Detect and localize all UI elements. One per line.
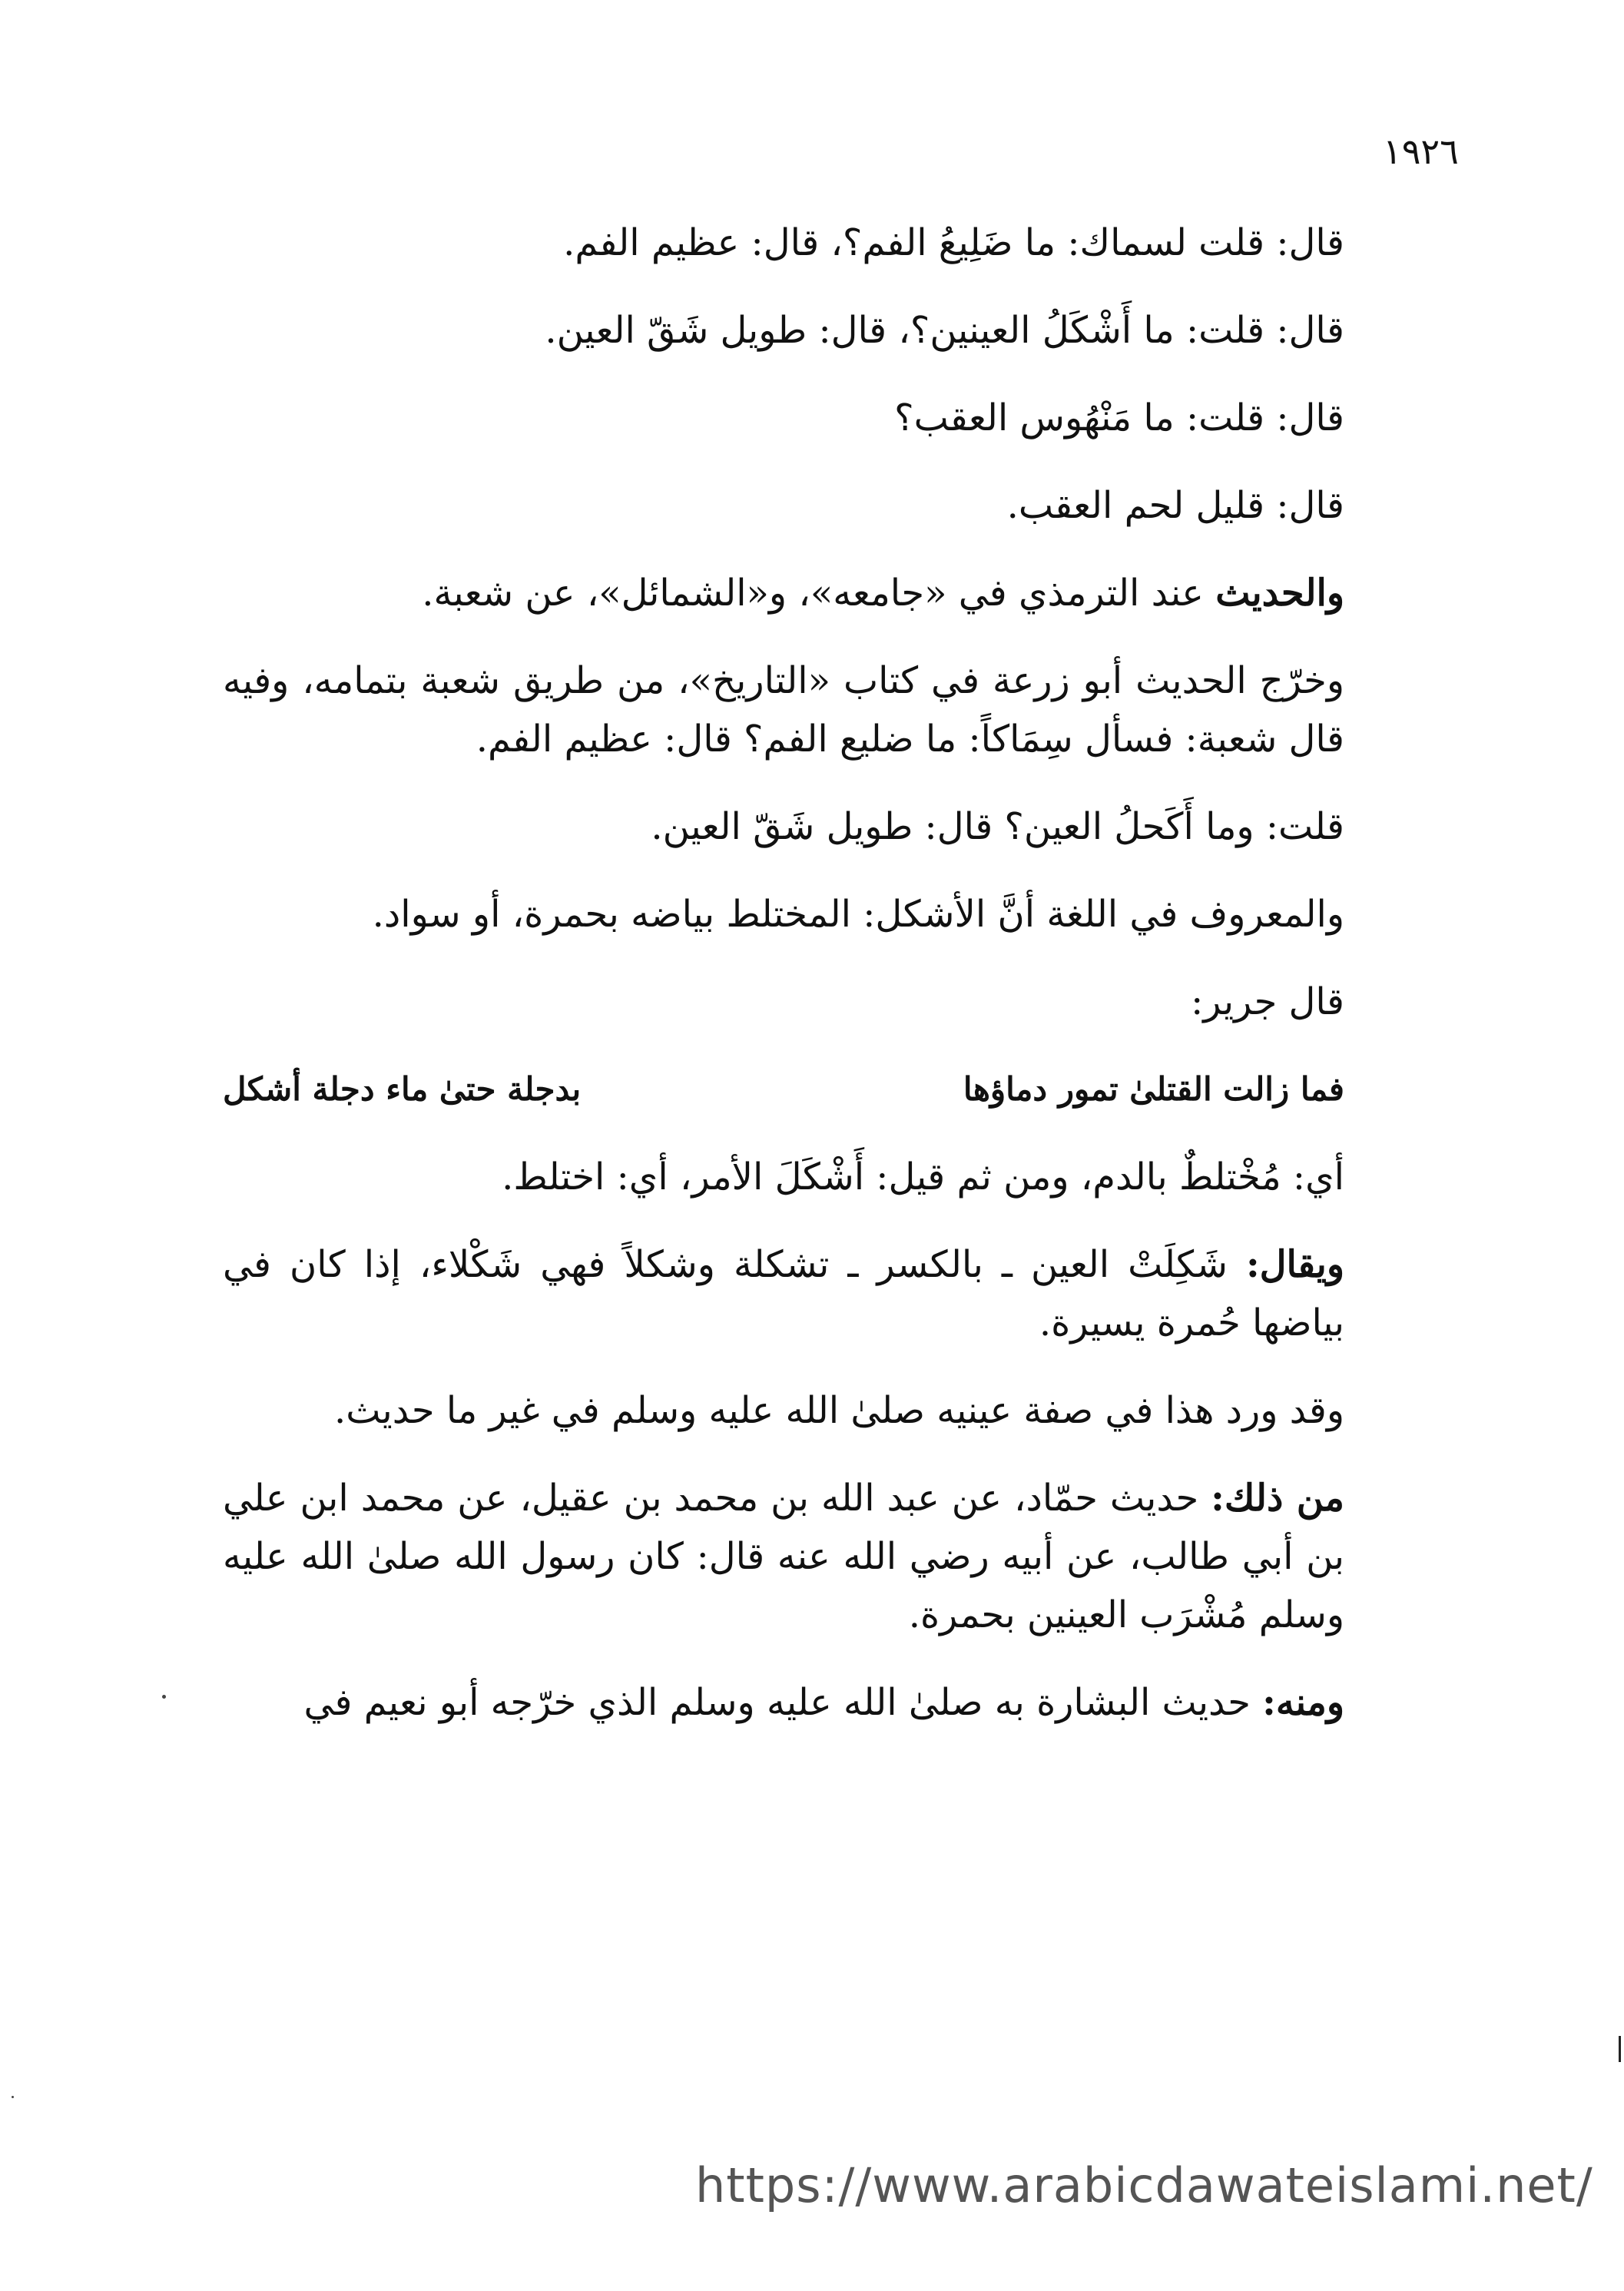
paragraph-lead: والحديث [1215, 572, 1344, 615]
paragraph [223, 651, 1344, 768]
poetry-verse [223, 1060, 1344, 1119]
paragraph [223, 1148, 1344, 1206]
page-number: ١٩٢٦ [1383, 131, 1459, 172]
paragraph-text: وخرّج الحديث أبو زرعة في كتاب «التاريخ»، من طريق شعبة بتمامه، وفيه قال شعبة: فسأل سِمَاكاً: ما ضليع الفم؟ قال: عظيم الفم. [223, 659, 1344, 761]
paragraph [223, 214, 1344, 272]
paragraph-text: حديث البشارة به صلىٰ الله عليه وسلم الذي خرّجه أبو نعيم في [303, 1681, 1263, 1724]
paragraph-text: قال: قلت: ما أَشْكَلُ العينين؟، قال: طويل شَقّ العين. [545, 309, 1344, 352]
paragraph [223, 564, 1344, 622]
paragraph [223, 1235, 1344, 1352]
paragraph-text: عند الترمذي في «جامعه»، و«الشمائل»، عن شعبة. [422, 572, 1216, 615]
page-body [223, 214, 1344, 1732]
paragraph-text: قلت: وما أَكَحلُ العين؟ قال: طويل شَقّ العين. [651, 805, 1344, 848]
paragraph-lead: من ذلك: [1211, 1477, 1344, 1520]
paragraph-text: قال: قلت: ما مَنْهُوس العقب؟ [894, 396, 1344, 439]
paragraph [223, 476, 1344, 535]
paragraph-lead: ومنه: [1262, 1681, 1344, 1724]
verse-second-hemistich: بدجلة حتىٰ ماء دجلة أشكل [223, 1070, 582, 1108]
paragraph [223, 1381, 1344, 1440]
paragraph [223, 1673, 1344, 1732]
paragraph [223, 389, 1344, 447]
paragraph-text: وقد ورد هذا في صفة عينيه صلىٰ الله عليه وسلم في غير ما حديث. [333, 1389, 1344, 1432]
paragraph-text: حديث حمّاد، عن عبد الله بن محمد بن عقيل، عن محمد ابن علي بن أبي طالب، عن أبيه رضي الله عنه قال: كان رسول الله صلىٰ الله عليه وسلم مُشْرَب العينين بحمرة. [223, 1477, 1344, 1636]
paragraph-text: والمعروف في اللغة أنَّ الأشكل: المختلط بياضه بحمرة، أو سواد. [372, 893, 1344, 936]
paragraph-text: أي: مُخْتلطٌ بالدم، ومن ثم قيل: أَشْكَلَ الأمر، أي: اختلط. [502, 1155, 1344, 1199]
scan-speck [12, 2096, 14, 2098]
paragraph [223, 797, 1344, 856]
paragraph-text: شَكِلَتْ العين ـ بالكسر ـ تشكلة وشكلاً فهي شَكْلاء، إذا كان في بياضها حُمرة يسيرة. [223, 1243, 1344, 1344]
scan-speck [162, 1695, 166, 1699]
verse-first-hemistich: فما زالت القتلىٰ تمور دماؤها [963, 1070, 1344, 1108]
watermark-url: https://www.arabicdawateislami.net/ [695, 2157, 1593, 2213]
paragraph-text: قال: قليل لحم العقب. [1006, 484, 1344, 527]
paragraph-lead: ويقال: [1245, 1243, 1344, 1286]
paragraph [223, 973, 1344, 1031]
paragraph [223, 301, 1344, 360]
paragraph [223, 1469, 1344, 1644]
scan-edge-mark [1619, 2036, 1621, 2062]
paragraph-text: قال جرير: [1191, 980, 1344, 1023]
paragraph-text: قال: قلت لسماك: ما ضَلِيعُ الفم؟، قال: عظيم الفم. [563, 221, 1344, 264]
paragraph [223, 885, 1344, 943]
